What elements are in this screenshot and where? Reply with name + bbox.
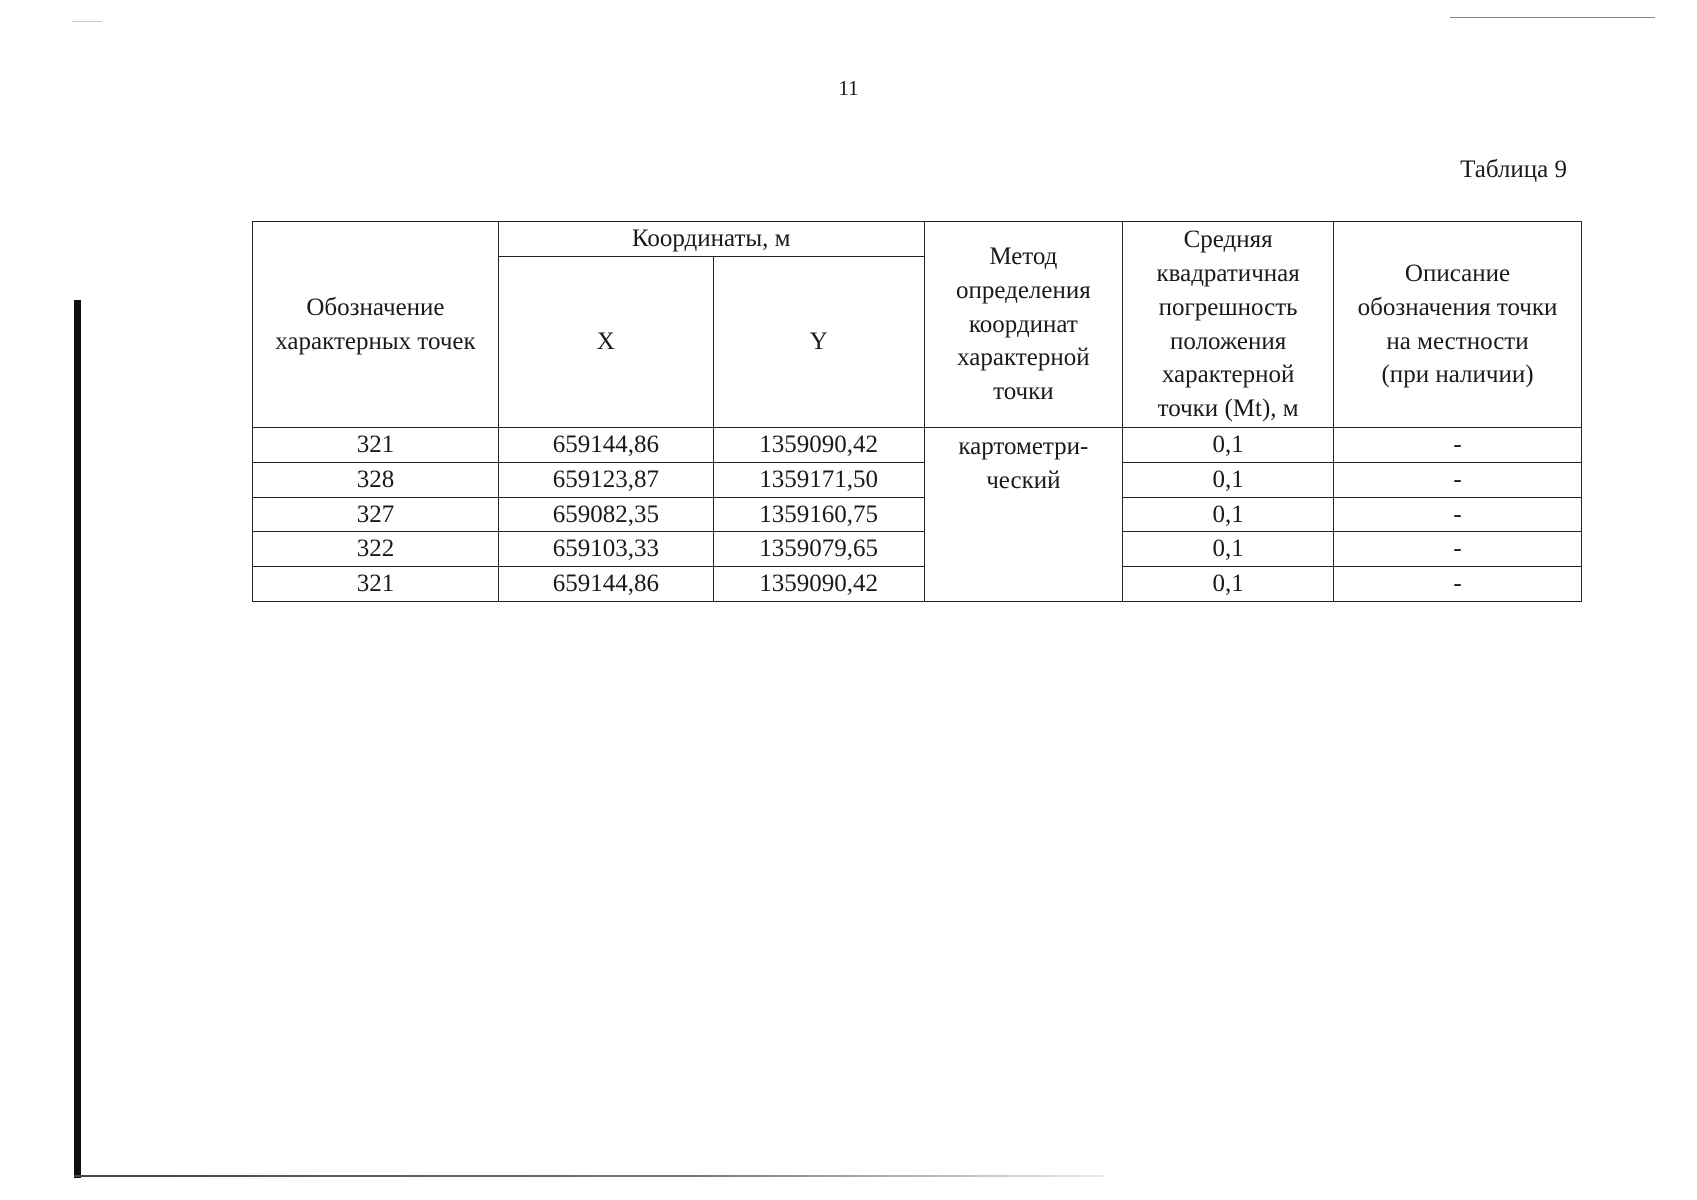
cell-description: - xyxy=(1334,497,1582,532)
page-number: 11 xyxy=(838,76,859,100)
cell-x: 659123,87 xyxy=(498,462,713,497)
table-row xyxy=(253,462,1582,497)
table-row xyxy=(253,428,1582,463)
header-coordinates: Координаты, м xyxy=(498,222,924,257)
scan-edge-top-left xyxy=(72,21,102,22)
cell-method: картометри- ческий xyxy=(924,428,1123,602)
cell-description: - xyxy=(1334,428,1582,463)
cell-error: 0,1 xyxy=(1123,428,1334,463)
cell-x: 659103,33 xyxy=(498,532,713,567)
header-point-designation: Обозначение характерных точек xyxy=(253,222,499,428)
cell-point: 321 xyxy=(253,567,499,602)
header-error: Средняя квадратичная погрешность положения характерной точки (Mt), м xyxy=(1123,222,1334,428)
header-row-1 xyxy=(253,222,1582,257)
cell-y: 1359079,65 xyxy=(713,532,924,567)
cell-point: 328 xyxy=(253,462,499,497)
header-x: X xyxy=(498,256,713,427)
cell-error: 0,1 xyxy=(1123,497,1334,532)
cell-y: 1359090,42 xyxy=(713,428,924,463)
cell-error: 0,1 xyxy=(1123,532,1334,567)
cell-description: - xyxy=(1334,462,1582,497)
cell-x: 659144,86 xyxy=(498,567,713,602)
cell-y: 1359090,42 xyxy=(713,567,924,602)
table-row xyxy=(253,532,1582,567)
cell-point: 321 xyxy=(253,428,499,463)
header-description: Описание обозначения точки на местности (при наличии) xyxy=(1334,222,1582,428)
table-caption: Таблица 9 xyxy=(1460,156,1567,183)
cell-error: 0,1 xyxy=(1123,567,1334,602)
scan-edge-left xyxy=(74,300,81,1178)
cell-x: 659144,86 xyxy=(498,428,713,463)
scan-edge-bottom xyxy=(74,1175,1104,1177)
cell-point: 327 xyxy=(253,497,499,532)
cell-error: 0,1 xyxy=(1123,462,1334,497)
coordinates-table xyxy=(252,221,1582,602)
header-y: Y xyxy=(713,256,924,427)
scan-edge-top-right xyxy=(1450,17,1655,18)
cell-description: - xyxy=(1334,532,1582,567)
header-method: Метод определения координат характерной точки xyxy=(924,222,1123,428)
cell-point: 322 xyxy=(253,532,499,567)
cell-y: 1359171,50 xyxy=(713,462,924,497)
table-row xyxy=(253,497,1582,532)
cell-description: - xyxy=(1334,567,1582,602)
cell-x: 659082,35 xyxy=(498,497,713,532)
cell-y: 1359160,75 xyxy=(713,497,924,532)
table-row xyxy=(253,567,1582,602)
